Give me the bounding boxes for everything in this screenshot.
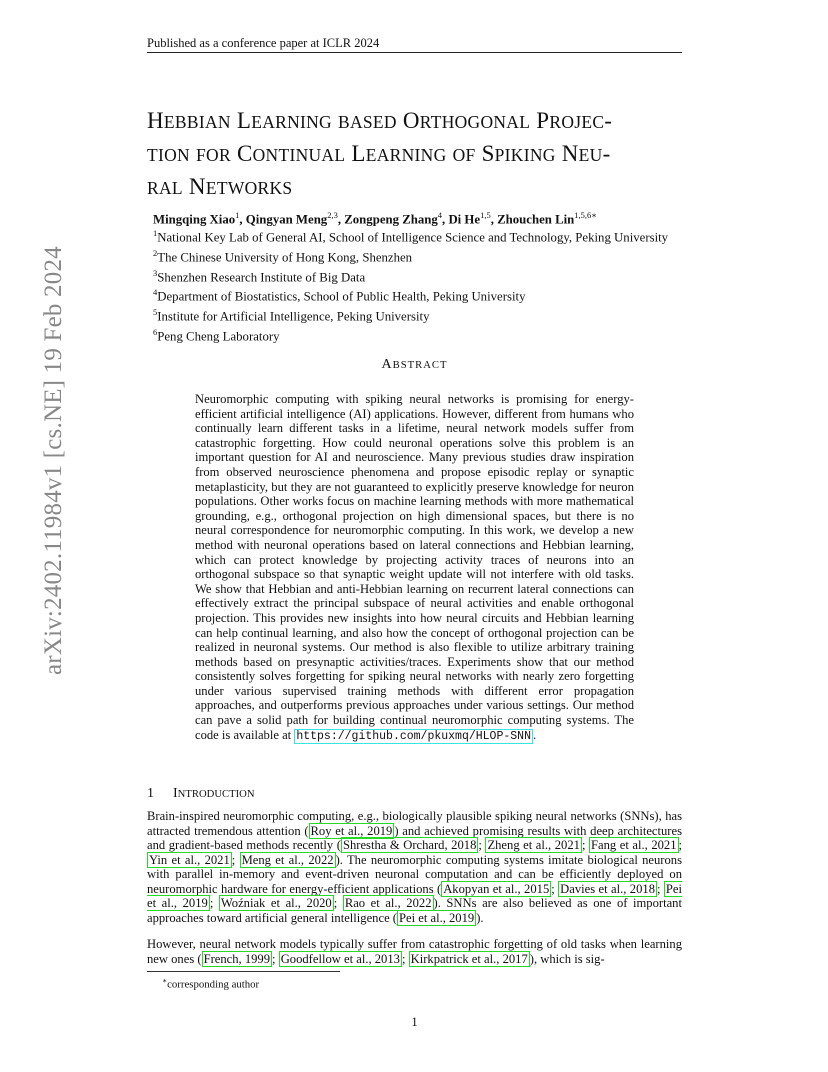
paragraph-text: Brain-inspired neuromorphic computing, e.g., biologically plausible spiking neural networks (SNNs), has attracted tremendous attention ( <box>147 809 682 838</box>
paragraph-text: ). <box>476 910 484 925</box>
author-name: Di He <box>448 212 481 227</box>
author-affil-mark: 1,5,6∗ <box>574 210 598 220</box>
header-rule <box>147 52 682 53</box>
affiliation: $^1$National Key Lab of General AI, School of Intelligence Science and Technology, Peking University <box>153 228 669 245</box>
citation-link[interactable]: French, 1999 <box>203 951 271 966</box>
citation-link[interactable]: Yin et al., 2021 <box>149 852 230 867</box>
title-line: HEBBIAN LEARNING BASED ORTHOGONAL PROJEC- <box>147 108 613 133</box>
paragraph-text: ; <box>551 881 559 896</box>
paragraph-text: ; <box>272 951 279 966</box>
paragraph-text: ; <box>333 896 343 910</box>
paragraph-text: ; <box>657 881 664 896</box>
author-name: Zongpeng Zhang <box>344 212 438 227</box>
affiliation: $^3$Shenzhen Research Institute of Big Data <box>153 267 366 284</box>
citation-link[interactable]: Davies et al., 2018 <box>560 881 655 896</box>
affiliation: $^5$Institute for Artificial Intelligence, Peking University <box>153 307 430 324</box>
abstract-heading: ABSTRACT <box>381 357 448 372</box>
author-affil-mark: 1,5 <box>480 210 491 220</box>
paragraph-text: ), which is sig- <box>529 951 605 966</box>
running-header: Published as a conference paper at ICLR 2024 <box>147 36 380 50</box>
section-title: INTRODUCTION <box>173 786 255 801</box>
paragraph-text: ) and achieved promising results with deep architectures and gradient-based methods recently ( <box>147 823 682 852</box>
paragraph-text: ; <box>581 838 589 852</box>
title-line: RAL NETWORKS <box>147 174 293 199</box>
citation-link[interactable]: Meng et al., 2022 <box>241 852 334 867</box>
citation-link[interactable]: Roy et al., 2019 <box>310 823 393 838</box>
paper-title <box>147 105 687 204</box>
abstract-body: Neuromorphic computing with spiking neural networks is promising for energy-efficient artificial intelligence (AI) applications. However, different from humans who continually learn different tasks in a lifetime, neural network models suffer from catastrophic forgetting. How could neuronal operations solve this problem is an important question for AI and neuroscience. Many previous studies draw inspiration from observed neuroscience phenomena and propose episodic replay or synaptic metaplasticity, but they are not guaranteed to explicitly preserve knowledge for neuron populations. Other works focus on machine learning methods with more mathematical grounding, e.g., orthogonal projection on high dimensional spaces, but there is no neural correspondence for neuromorphic computing. In this work, we develop a new method with neuronal operations based on lateral connections and Hebbian learning, which can protect knowledge by projecting activity traces of neurons into an orthogonal subspace so that synaptic weight update will not interfere with old tasks. We show that Hebbian and anti-Hebbian learning on recurrent lateral connections can effectively extract the principal subspace of neural activities and enable orthogonal projection. This provides new insights into how neural circuits and Hebbian learning can help continual learning, and also how the concept of orthogonal projection can be realized in neuronal systems. Our method is also flexible to utilize arbitrary training methods based on presynaptic activities/traces. Experiments show that our method consistently solves forgetting for spiking neural networks with nearly zero forgetting under various supervised training methods with different error propagation approaches, and outperforms previous approaches under various settings. Our method can pave a solid path for building continual neuromorphic computing systems. The code is available at https://github.com/pkuxmq/HLOP-SNN . <box>195 392 634 743</box>
paragraph-text: ). The neuromorphic computing systems imitate biological neurons with parallel in-memory and event-driven neuronal computation and can be efficiently deployed on neuromorphic hardware for energy-efficient applications ( <box>147 852 682 896</box>
paragraph-text: ; <box>678 838 683 852</box>
citation-link[interactable]: Kirkpatrick et al., 2017 <box>410 951 528 966</box>
title-line: TION FOR CONTINUAL LEARNING OF SPIKING NEU- <box>147 141 611 166</box>
paragraph-text: ). SNNs are also believed as one of important approaches toward artificial general intelligence ( <box>147 896 682 925</box>
author-affil-mark: 1 <box>235 210 240 220</box>
section-number: 1 <box>147 786 154 801</box>
affiliation: $^6$Peng Cheng Laboratory <box>153 326 280 344</box>
affiliation: $^2$The Chinese University of Hong Kong, Shenzhen <box>153 247 413 265</box>
footnote-rule <box>147 971 340 972</box>
footnote-mark: ∗ <box>162 976 168 985</box>
citation-link[interactable]: Akopyan et al., 2015 <box>443 881 550 896</box>
citation-link[interactable]: Fang et al., 2021 <box>591 838 677 852</box>
section-heading <box>147 786 255 802</box>
author-name: Mingqing Xiao <box>153 212 236 227</box>
arxiv-identifier: arXiv:2402.11984v1 [cs.NE] 19 Feb 2024 <box>40 246 67 675</box>
paragraph-text: ; <box>231 852 240 867</box>
citation-link[interactable]: Woźniak et al., 2020 <box>220 896 332 910</box>
citation-link[interactable]: Shrestha & Orchard, 2018 <box>342 838 477 852</box>
footnote <box>162 976 259 991</box>
citation-link[interactable]: Pei et al., 2019 <box>147 881 682 910</box>
citation-link[interactable]: Rao et al., 2022 <box>344 896 432 910</box>
intro-paragraph-2 <box>147 937 682 966</box>
paragraph-text: ; <box>209 896 219 910</box>
author-list: Mingqing Xiao$^1$, Qingyan Meng$^{2,3}$, Zongpeng Zhang$^4$, Di He$^{1,5}$, Zhouchen Lin$^{1,5,6∗}$ <box>153 210 598 227</box>
page-number: 1 <box>411 1015 418 1029</box>
paragraph-text: However, neural network models typically suffer from catastrophic forgetting of old tasks when learning new ones ( <box>147 937 682 966</box>
footnote-text: corresponding author <box>167 978 260 991</box>
paragraph-text: ; <box>478 838 486 852</box>
citation-link[interactable]: Zheng et al., 2021 <box>487 838 580 852</box>
author-name: Zhouchen Lin <box>497 212 575 227</box>
affiliation-list <box>153 226 668 345</box>
intro-paragraph-1 <box>147 809 682 925</box>
citation-link[interactable]: Goodfellow et al., 2013 <box>280 951 400 966</box>
affiliation: $^4$Department of Biostatistics, School of Public Health, Peking University <box>153 287 526 304</box>
author-affil-mark: 4 <box>437 210 443 220</box>
author-name: Qingyan Meng <box>245 212 328 227</box>
citation-link[interactable]: Pei et al., 2019 <box>399 910 475 925</box>
author-affil-mark: 2,3 <box>327 210 338 220</box>
paragraph-text: ; <box>401 951 409 966</box>
abstract-text: Neuromorphic computing with spiking neural networks is promising for energy-efficient artificial intelligence (AI) applications. However, different from humans who continually learn different tasks in a lifetime, neural network models suffer from catastrophic forgetting. How could neuronal operations solve this problem is an important question for AI and neuroscience. Many previous studies draw inspiration from observed neuroscience phenomena and propose episodic replay or synaptic metaplasticity, but they are not guaranteed to explicitly preserve knowledge for neuron populations. Other works focus on machine learning methods with more mathematical grounding, e.g., orthogonal projection on high dimensional spaces, but there is no neural correspondence for neuromorphic computing. In this work, we develop a new method with neuronal operations based on lateral connections and Hebbian learning, which can protect knowledge by projecting activity traces of neurons into an orthogonal subspace so that synaptic weight update will not interfere with old tasks. We show that Hebbian and anti-Hebbian learning on recurrent lateral connections can effectively extract the principal subspace of neural activities and enable orthogonal projection. This provides new insights into how neural circuits and Hebbian learning can help continual learning, and also how the concept of orthogonal projection can be realized in neuronal systems. Our method is also flexible to utilize arbitrary training methods based on presynaptic activities/traces. Experiments show that our method consistently solves forgetting for spiking neural networks with nearly zero forgetting under various supervised training methods with different error propagation approaches, and outperforms previous approaches under various settings. Our method can pave a solid path for building continual neuromorphic computing systems. The code is available at <box>195 392 634 742</box>
code-link[interactable]: https://github.com/pkuxmq/HLOP-SNN <box>296 729 531 743</box>
